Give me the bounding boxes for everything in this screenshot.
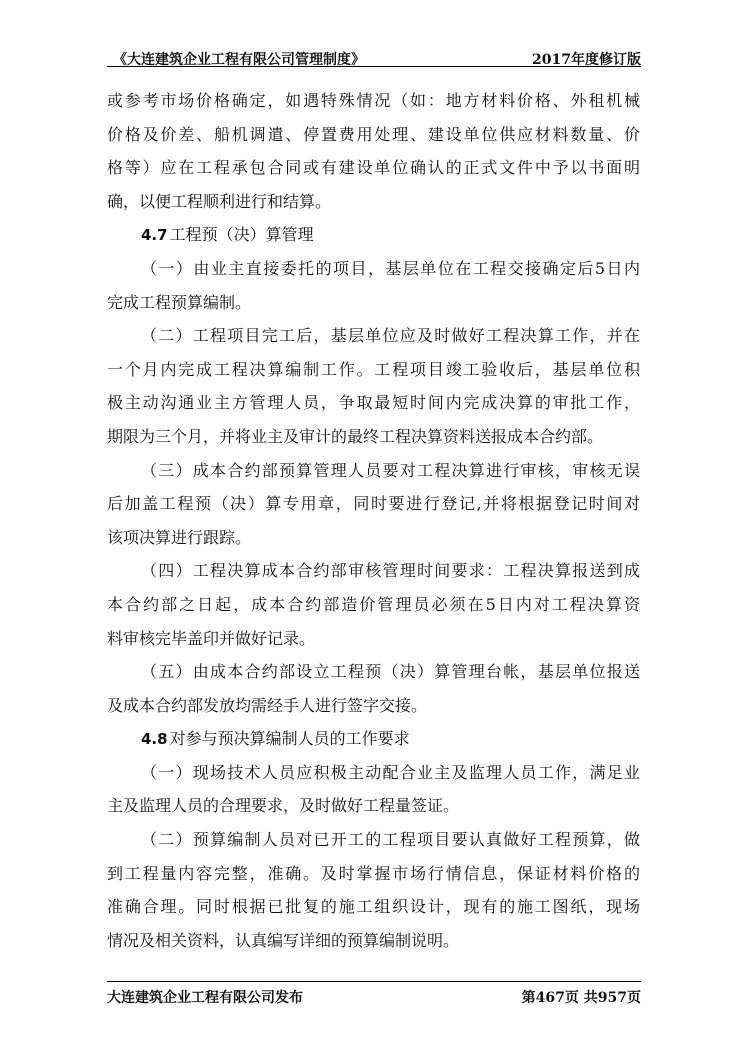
text-line: 期限为三个月，并将业主及审计的最终工程决算资料送报成本合约部。 — [107, 426, 604, 446]
text-line: 料审核完毕盖印并做好记录。 — [107, 628, 316, 648]
section-number: 4.8 — [141, 730, 168, 749]
section-heading-4-7 — [107, 218, 640, 252]
text-line: 该项决算进行跟踪。 — [107, 527, 252, 547]
page-header — [107, 44, 641, 67]
paragraph — [107, 454, 640, 555]
text-line: （二）预算编制人员对已开工的工程项目要认真做好工程预算，做 — [141, 830, 640, 850]
paragraph — [107, 319, 640, 453]
text-line: （一）由业主直接委托的项目，基层单位在工程交接确定后5日内 — [141, 258, 640, 278]
text-line: 准确合理。同时根据已批复的施工组织设计，现有的施工图纸，现场 — [107, 897, 640, 917]
edition-label: 2017年度修订版 — [532, 52, 641, 68]
text-line: 到工程量内容完整，准确。及时掌握市场行情信息，保证材料价格的 — [107, 863, 640, 883]
text-line: 极主动沟通业主方管理人员，争取最短时间内完成决算的审批工作， — [107, 393, 640, 413]
page-number: 第467页 共957页 — [521, 990, 641, 1006]
text-line: 格等）应在工程承包合同或有建设单位确认的正式文件中予以书面明 — [107, 158, 640, 178]
text-line: 价格及价差、船机调遣、停置费用处理、建设单位供应材料数量、价 — [107, 124, 640, 144]
section-number: 4.7 — [141, 226, 168, 245]
page-footer — [107, 981, 641, 1006]
text-line: 确，以便工程顺利进行和结算。 — [107, 191, 332, 211]
text-line: （四）工程决算成本合约部审核管理时间要求：工程决算报送到成 — [141, 561, 640, 581]
text-line: 本合约部之日起，成本合约部造价管理员必须在5日内对工程决算资 — [107, 594, 640, 614]
paragraph — [107, 823, 640, 957]
document-title: 《大连建筑企业工程有限公司管理制度》 — [113, 52, 365, 68]
paragraph — [107, 655, 640, 722]
text-line: 或参考市场价格确定，如遇特殊情况（如：地方材料价格、外租机械 — [107, 91, 640, 110]
text-line: 及成本合约部发放均需经手人进行签字交接。 — [107, 695, 428, 715]
paragraph — [107, 554, 640, 655]
section-title: 工程预（决）算管理 — [169, 225, 314, 245]
document-body — [107, 84, 640, 957]
section-heading-4-8 — [107, 722, 640, 756]
paragraph — [107, 252, 640, 319]
text-line: 主及监理人员的合理要求，及时做好工程量签证。 — [107, 796, 460, 816]
publisher-label: 大连建筑企业工程有限公司发布 — [107, 990, 303, 1006]
paragraph — [107, 84, 640, 218]
text-line: 后加盖工程预（决）算专用章，同时要进行登记,并将根据登记时间对 — [107, 494, 640, 514]
text-line: （五）由成本合约部设立工程预（决）算管理台帐，基层单位报送 — [141, 662, 640, 682]
text-line: （一）现场技术人员应积极主动配合业主及监理人员工作，满足业 — [141, 762, 640, 782]
text-line: （二）工程项目完工后，基层单位应及时做好工程决算工作，并在 — [141, 326, 640, 346]
text-line: 完成工程预算编制。 — [107, 292, 252, 312]
text-line: 一个月内完成工程决算编制工作。工程项目竣工验收后，基层单位积 — [107, 359, 640, 379]
text-line: （三）成本合约部预算管理人员要对工程决算进行审核，审核无误 — [141, 460, 640, 480]
text-line: 情况及相关资料，认真编写详细的预算编制说明。 — [107, 930, 460, 950]
section-title: 对参与预决算编制人员的工作要求 — [169, 729, 410, 749]
paragraph — [107, 756, 640, 823]
